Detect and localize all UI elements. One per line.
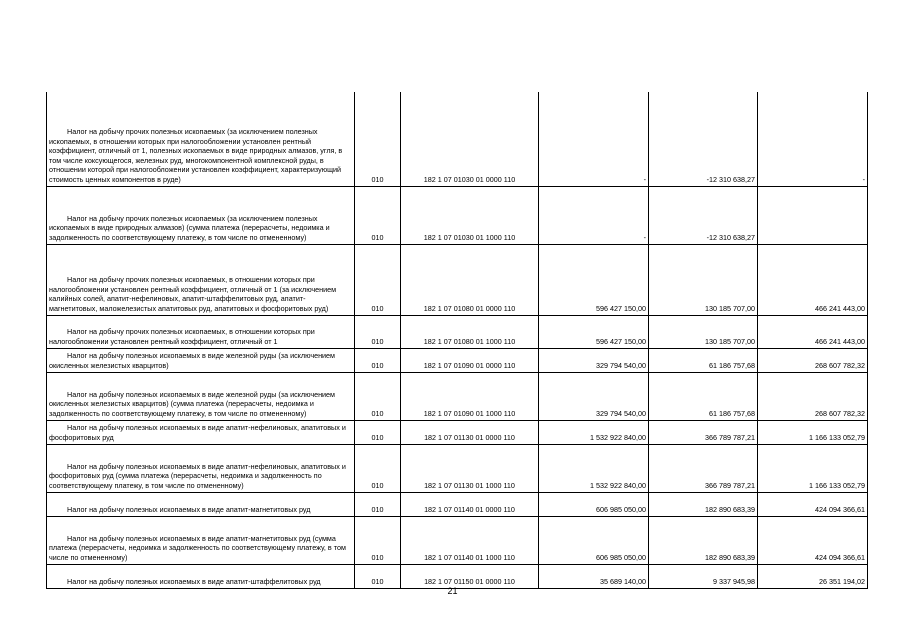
tax-name-cell: Налог на добычу полезных ископаемых в виде апатит-магнетитовых руд (сумма платежа (перерасчеты, недоимка и задолженность по соответствующему платежу, в том числе по отмененному) (47, 516, 355, 564)
executed-amount-cell: -12 310 638,27 (649, 92, 758, 186)
unexecuted-amount-cell: 1 166 133 052,79 (758, 420, 868, 444)
executed-amount-cell: 182 890 683,39 (649, 516, 758, 564)
tax-name-cell: Налог на добычу полезных ископаемых в виде железной руды (за исключением окисленных железистых кварцитов) (сумма платежа (перерасчеты, недоимка и задолженность по соответствующему платежу, в том числе по отмененному) (47, 372, 355, 420)
unexecuted-amount-cell: 268 607 782,32 (758, 372, 868, 420)
tax-name-cell: Налог на добычу прочих полезных ископаемых (за исключением полезных ископаемых в виде природных алмазов) (сумма платежа (перерасчеты, недоимка и задолженность по соответствующему платежу, в том числе по отмененному) (47, 186, 355, 244)
approved-amount-cell: 1 532 922 840,00 (539, 420, 649, 444)
table-row (47, 492, 868, 516)
tax-name-cell: Налог на добычу полезных ископаемых в виде апатит-штаффелитовых руд (47, 564, 355, 588)
approved-amount-cell: 1 532 922 840,00 (539, 444, 649, 492)
table-row (47, 348, 868, 372)
budget-classification-code-cell: 182 1 07 01080 01 0000 110 (401, 244, 539, 315)
executed-amount-cell: 130 185 707,00 (649, 244, 758, 315)
line-code-cell: 010 (355, 186, 401, 244)
budget-classification-code-cell: 182 1 07 01080 01 1000 110 (401, 315, 539, 348)
line-code-cell: 010 (355, 372, 401, 420)
table-row (47, 244, 868, 315)
table-row (47, 92, 868, 186)
line-code-cell: 010 (355, 516, 401, 564)
approved-amount-cell: - (539, 92, 649, 186)
table-row (47, 516, 868, 564)
line-code-cell: 010 (355, 564, 401, 588)
executed-amount-cell: 9 337 945,98 (649, 564, 758, 588)
tax-name-cell: Налог на добычу прочих полезных ископаемых (за исключением полезных ископаемых, в отношении которых при налогообложении установлен рентный коэффициент, отличный от 1, полезных ископаемых в виде природных алмазов, угля, в том числе коксующегося, железных руд, многокомпонентной комплексной руды, в отношении которой при налогообложении установлен коэффициент, характеризующий стоимость ценных компонентов в руде) (47, 92, 355, 186)
unexecuted-amount-cell: 26 351 194,02 (758, 564, 868, 588)
unexecuted-amount-cell: 466 241 443,00 (758, 244, 868, 315)
budget-classification-code-cell: 182 1 07 01140 01 1000 110 (401, 516, 539, 564)
executed-amount-cell: 61 186 757,68 (649, 372, 758, 420)
line-code-cell: 010 (355, 420, 401, 444)
approved-amount-cell: 329 794 540,00 (539, 348, 649, 372)
table-body (47, 92, 868, 588)
tax-name-cell: Налог на добычу прочих полезных ископаемых, в отношении которых при налогообложении установлен рентный коэффициент, отличный от 1 (47, 315, 355, 348)
budget-classification-code-cell: 182 1 07 01150 01 0000 110 (401, 564, 539, 588)
unexecuted-amount-cell: 466 241 443,00 (758, 315, 868, 348)
line-code-cell: 010 (355, 244, 401, 315)
tax-name-cell: Налог на добычу полезных ископаемых в виде апатит-магнетитовых руд (47, 492, 355, 516)
line-code-cell: 010 (355, 92, 401, 186)
unexecuted-amount-cell (758, 186, 868, 244)
executed-amount-cell: 366 789 787,21 (649, 444, 758, 492)
page-number: 21 (447, 586, 458, 596)
approved-amount-cell: 329 794 540,00 (539, 372, 649, 420)
line-code-cell: 010 (355, 444, 401, 492)
unexecuted-amount-cell: - (758, 92, 868, 186)
budget-classification-code-cell: 182 1 07 01140 01 0000 110 (401, 492, 539, 516)
approved-amount-cell: 596 427 150,00 (539, 315, 649, 348)
table-row (47, 564, 868, 588)
line-code-cell: 010 (355, 492, 401, 516)
line-code-cell: 010 (355, 315, 401, 348)
approved-amount-cell: 606 985 050,00 (539, 516, 649, 564)
budget-classification-code-cell: 182 1 07 01130 01 1000 110 (401, 444, 539, 492)
line-code-cell: 010 (355, 348, 401, 372)
budget-classification-code-cell: 182 1 07 01030 01 0000 110 (401, 92, 539, 186)
executed-amount-cell: -12 310 638,27 (649, 186, 758, 244)
table-row (47, 186, 868, 244)
revenue-table (46, 92, 868, 589)
unexecuted-amount-cell: 424 094 366,61 (758, 516, 868, 564)
executed-amount-cell: 130 185 707,00 (649, 315, 758, 348)
approved-amount-cell: 606 985 050,00 (539, 492, 649, 516)
budget-classification-code-cell: 182 1 07 01090 01 1000 110 (401, 372, 539, 420)
tax-name-cell: Налог на добычу полезных ископаемых в виде железной руды (за исключением окисленных железистых кварцитов) (47, 348, 355, 372)
approved-amount-cell: - (539, 186, 649, 244)
table-row (47, 315, 868, 348)
executed-amount-cell: 182 890 683,39 (649, 492, 758, 516)
table-row (47, 372, 868, 420)
budget-classification-code-cell: 182 1 07 01130 01 0000 110 (401, 420, 539, 444)
approved-amount-cell: 35 689 140,00 (539, 564, 649, 588)
unexecuted-amount-cell: 1 166 133 052,79 (758, 444, 868, 492)
budget-classification-code-cell: 182 1 07 01030 01 1000 110 (401, 186, 539, 244)
tax-name-cell: Налог на добычу прочих полезных ископаемых, в отношении которых при налогообложении установлен рентный коэффициент, отличный от 1 (за исключением калийных солей, апатит-нефелиновых, апатит-штаффелитовых руд, апатит-магнетитовых, маложелезистых апатитовых руд, апатитовых и фосфоритовых руд) (47, 244, 355, 315)
tax-name-cell: Налог на добычу полезных ископаемых в виде апатит-нефелиновых, апатитовых и фосфоритовых руд (сумма платежа (перерасчеты, недоимка и задолженность по соответствующему платежу, в том числе по отмененному) (47, 444, 355, 492)
unexecuted-amount-cell: 268 607 782,32 (758, 348, 868, 372)
approved-amount-cell: 596 427 150,00 (539, 244, 649, 315)
unexecuted-amount-cell: 424 094 366,61 (758, 492, 868, 516)
budget-classification-code-cell: 182 1 07 01090 01 0000 110 (401, 348, 539, 372)
table-row (47, 444, 868, 492)
table-row (47, 420, 868, 444)
tax-name-cell: Налог на добычу полезных ископаемых в виде апатит-нефелиновых, апатитовых и фосфоритовых руд (47, 420, 355, 444)
executed-amount-cell: 61 186 757,68 (649, 348, 758, 372)
executed-amount-cell: 366 789 787,21 (649, 420, 758, 444)
